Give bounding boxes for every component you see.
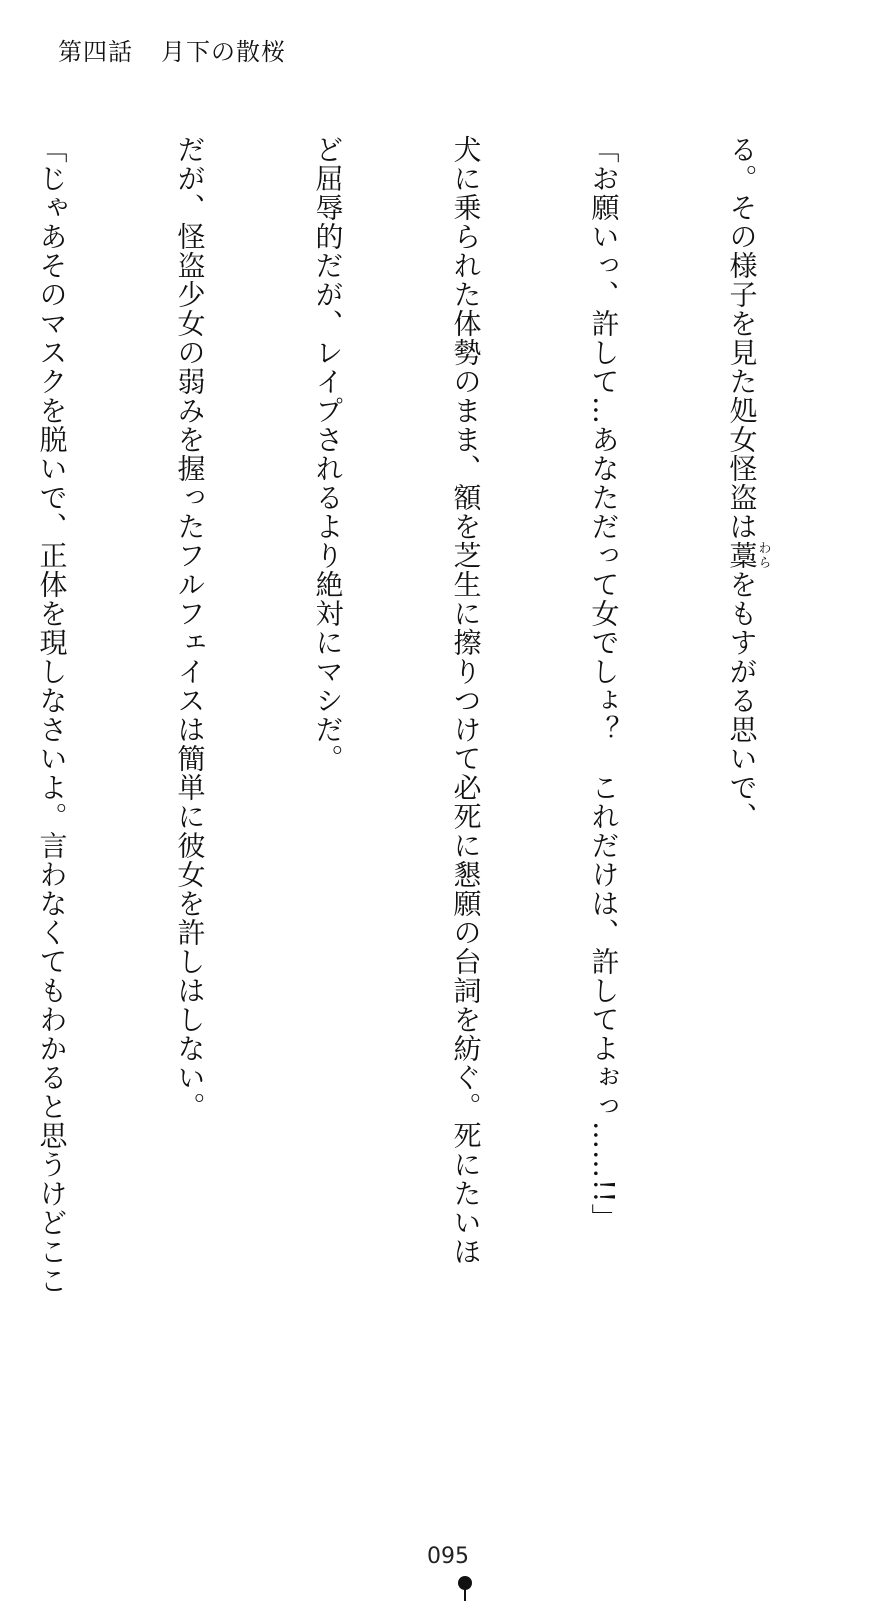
body-text bbox=[0, 135, 862, 1315]
chapter-title: 月下の散桜 bbox=[161, 38, 286, 66]
text-line: 犬に乗られた体勢のまま、額を芝生に擦りつけて必死に懇願の台詞を紡ぐ。死にたいほ bbox=[449, 135, 483, 1266]
text-line: る。その様子を見た処女怪盗は藁わらをもすがる思いで、 bbox=[725, 135, 771, 831]
ruby-reading: わら bbox=[755, 541, 771, 570]
ruby-annotation: 藁わら bbox=[725, 541, 771, 570]
page-marker-icon bbox=[458, 1576, 472, 1590]
text-line: 「お願いっ、許して…あなただって女でしょ？ これだけは、許してよぉっ……!!」 bbox=[587, 135, 621, 1233]
text-line: ど屈辱的だが、レイプされるより絶対にマシだ。 bbox=[311, 135, 345, 773]
text-line: 「じゃあそのマスクを脱いで、正体を現しなさいよ。言わなくてもわかると思うけどここ bbox=[35, 135, 69, 1295]
text-line: だが、怪盗少女の弱みを握ったフルフェイスは簡単に彼女を許しはしない。 bbox=[173, 135, 207, 1121]
page-number: 095 bbox=[427, 1544, 469, 1569]
chapter-header bbox=[58, 32, 286, 67]
chapter-label: 第四話 bbox=[58, 38, 133, 66]
